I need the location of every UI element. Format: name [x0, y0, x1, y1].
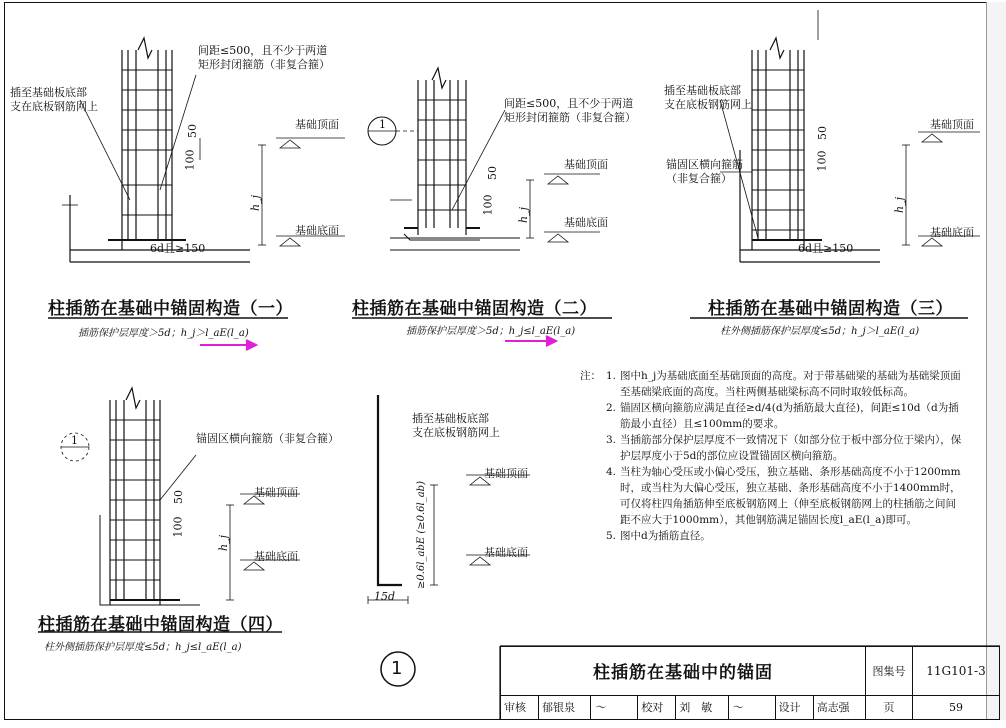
design-label: 设计 [775, 695, 813, 719]
d3-note-mid: 锚固区横向箍筋 （非复合箍） [666, 158, 743, 185]
d5-dim-vertical: ≥0.6l_abE (≥0.6l_ab) [415, 481, 427, 589]
d1-dim-bottom: 6d且≥150 [150, 242, 206, 255]
d2-dim-50: 50 [486, 166, 499, 180]
d4-note-right: 锚固区横向箍筋（非复合箍） [196, 432, 339, 445]
d4-dim-hj: h_j [217, 535, 230, 551]
d3-dim-50: 50 [816, 126, 829, 140]
d2-dim-hj: h_j [517, 207, 530, 223]
diagram-3-geometry [720, 10, 980, 262]
notes-prefix: 注： [580, 370, 601, 382]
d3-title: 柱插筋在基础中锚固构造（三） [708, 299, 953, 319]
d4-subtitle: 柱外侧插筋保护层厚度≤5d；h_j≤l_aE(l_a) [44, 642, 242, 653]
d2-dim-100: 100 [481, 194, 495, 216]
d3-subtitle: 柱外侧插筋保护层厚度≤5d；h_j＞l_aE(l_a) [720, 326, 920, 337]
highlight-arrows [200, 336, 556, 350]
d3-note-left: 插至基础板底部 支在底板钢筋网上 [664, 84, 752, 111]
d1-dim-hj: h_j [249, 195, 262, 211]
d3-label-bottom: 基础底面 [930, 226, 974, 239]
d1-note-right: 间距≤500，且不少于两道 矩形封闭箍筋（非复合箍） [198, 44, 330, 71]
d1-note-left: 插至基础板底部 支在底板钢筋网上 [10, 86, 98, 113]
title-block [500, 646, 1000, 720]
notes-block [580, 368, 962, 544]
d1-title: 柱插筋在基础中锚固构造（一） [48, 299, 293, 319]
sheet-circle-number: 1 [391, 658, 403, 679]
d4-dim-50: 50 [172, 490, 185, 504]
d2-label-bottom: 基础底面 [564, 216, 608, 229]
note-item: 1. 图中h_j为基础底面至基础顶面的高度。对于带基础梁的基础为基础梁顶面至基础梁底面的高度。当柱两侧基础梁标高不同时取较低标高。 [606, 370, 961, 398]
d3-dim-100: 100 [815, 150, 829, 172]
d4-title: 柱插筋在基础中锚固构造（四） [38, 615, 283, 635]
d3-label-top: 基础顶面 [930, 118, 974, 131]
d4-dim-100: 100 [171, 516, 185, 538]
d4-label-top: 基础顶面 [254, 486, 298, 499]
d4-label-bottom: 基础底面 [254, 550, 298, 563]
note-item: 5. 图中d为插筋直径。 [606, 530, 711, 542]
note-item: 4. 当柱为轴心受压或小偏心受压，独立基础、条形基础高度不小于1200mm时，或当柱为大偏心受压，独立基础、条形基础高度不小于1400mm时，可仅将柱四角插筋伸至底板钢筋网上（伸至底板钢筋网上的柱插筋之间间距不应大于1000mm），其他钢筋满足锚固长度l_aE(l_a)即可。 [606, 466, 961, 526]
d2-title: 柱插筋在基础中锚固构造（二） [352, 299, 597, 319]
d5-label-bottom: 基础底面 [484, 546, 528, 559]
d1-dim-100: 100 [183, 149, 197, 171]
check-label: 校对 [638, 695, 676, 719]
checker-name: 刘 敏 [676, 695, 728, 719]
d3-dim-hj: h_j [893, 197, 906, 213]
d5-note: 插至基础板底部 支在底板钢筋网上 [412, 412, 500, 439]
d2-note-right: 间距≤500，且不少于两道 矩形封闭箍筋（非复合箍） [504, 97, 636, 124]
d2-subtitle: 插筋保护层厚度＞5d；h_j≤l_aE(l_a) [406, 326, 576, 337]
d1-dim-50: 50 [186, 124, 199, 138]
d5-label-top: 基础顶面 [484, 467, 528, 480]
d4-section-marker: 1 [71, 434, 78, 447]
reviewer-signature: 〜 [591, 695, 638, 719]
d1-subtitle: 插筋保护层厚度＞5d；h_j＞l_aE(l_a) [78, 328, 249, 339]
atlas-number: 11G101-3 [913, 647, 1000, 696]
reviewer-name: 郁银泉 [538, 695, 590, 719]
page-number: 59 [913, 695, 1000, 719]
d1-label-bottom: 基础底面 [295, 224, 339, 237]
d3-dim-bottom: 6d且≥150 [798, 242, 854, 255]
note-item: 2. 锚固区横向箍筋应满足直径≥d/4(d为插筋最大直径)，间距≤10d（d为插筋最小直径）且≤100mm的要求。 [606, 402, 959, 430]
d5-dim-bottom: 15d [374, 590, 396, 603]
page-label: 页 [866, 695, 913, 719]
d2-label-top: 基础顶面 [564, 158, 608, 171]
designer-name: 高志强 [813, 695, 865, 719]
review-label: 审核 [501, 695, 539, 719]
d1-label-top: 基础顶面 [295, 118, 339, 131]
note-item: 3. 当插筋部分保护层厚度不一致情况下（如部分位于板中部分位于梁内），保护层厚度小于5d的部位应设置锚固区横向箍筋。 [606, 434, 962, 462]
drawing-title: 柱插筋在基础中的锚固 [501, 647, 866, 696]
checker-signature: 〜 [728, 695, 775, 719]
atlas-label: 图集号 [866, 647, 913, 696]
d2-section-marker: 1 [379, 118, 386, 131]
